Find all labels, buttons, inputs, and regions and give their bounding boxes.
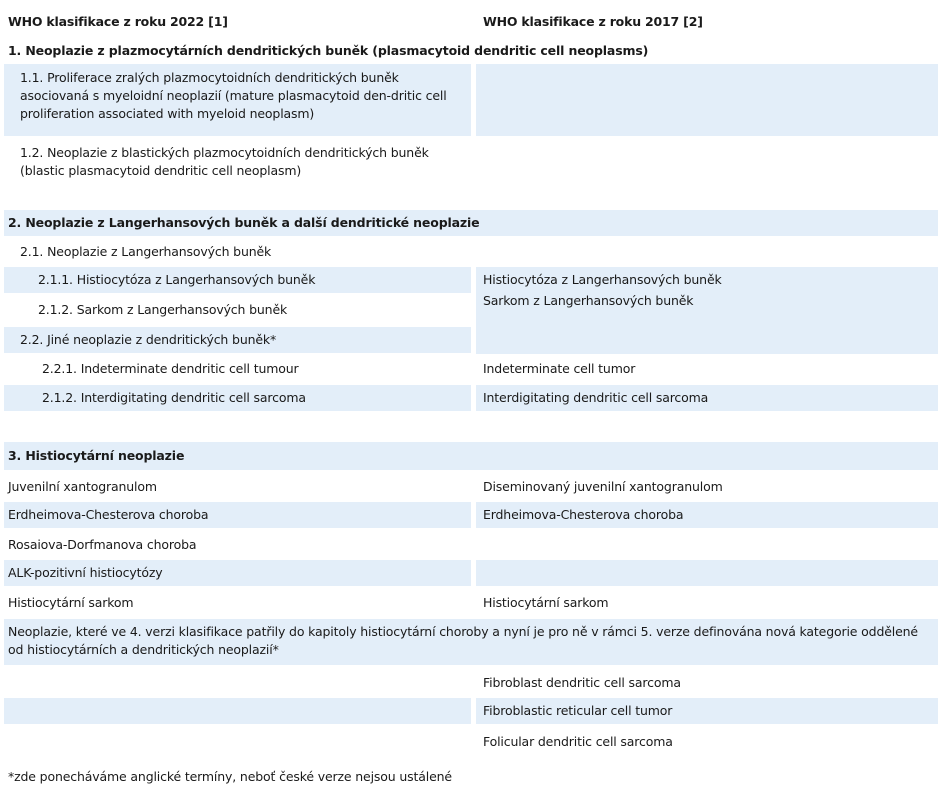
row-3-7-2017 [476, 698, 938, 724]
row-3-6-2017: Fibroblast dendritic cell sarcoma [483, 675, 681, 690]
row-3-3: Rosaiova-Dorfmanova choroba [8, 537, 197, 552]
section-2-title [4, 210, 938, 236]
row-2-2-1 [4, 357, 471, 381]
row-3-4-text: ALK-pozitivní histiocytózy [8, 565, 163, 580]
row-3-note-text: Neoplazie, které ve 4. verzi klasifikace patřily do kapitoly histiocytární choroby a nyní je pro ně v rámci 5. verze definována nová kategorie oddělené od histiocytárních a dendritických neoplazií* [8, 624, 918, 657]
row-2-2-1-2017: Indeterminate cell tumor [483, 361, 636, 376]
section-3-title [4, 442, 938, 470]
row-1-2 [4, 141, 471, 185]
row-3-7-2017-text: Fibroblastic reticular cell tumor [483, 703, 673, 718]
row-3-note [4, 619, 938, 665]
header-2022: WHO klasifikace z roku 2022 [1] [8, 14, 228, 29]
row-3-2-2017-text: Erdheimova-Chesterova choroba [483, 507, 684, 522]
row-2-2-1-text: 2.2.1. Indeterminate dendritic cell tumour [42, 361, 299, 376]
row-3-4 [4, 560, 471, 586]
row-3-5-2017: Histiocytární sarkom [483, 595, 609, 610]
row-2-1-2 [4, 297, 471, 323]
row-1-2-text: 1.2. Neoplazie z blastických plazmocytoidních dendritických buněk (blastic plasmacytoid dendritic cell neoplasm) [20, 145, 429, 178]
row-2-1-2b-text: 2.1.2. Interdigitating dendritic cell sarcoma [42, 390, 306, 405]
header-2017: WHO klasifikace z roku 2017 [2] [483, 14, 703, 29]
row-2-2-text: 2.2. Jiné neoplazie z dendritických buněk* [20, 332, 277, 347]
section-2-title-text: 2. Neoplazie z Langerhansových buněk a další dendritické neoplazie [8, 215, 480, 230]
row-3-1: Juvenilní xantogranulom [8, 479, 157, 494]
row-2-1-2b-2017-text: Interdigitating dendritic cell sarcoma [483, 390, 709, 405]
row-1-1 [4, 64, 471, 136]
row-3-2 [4, 502, 471, 528]
row-langerhans-2017 [476, 267, 938, 354]
row-2-1-1 [4, 267, 471, 293]
row-2-1: 2.1. Neoplazie z Langerhansových buněk [20, 244, 272, 259]
row-2-1-2b-2017 [476, 385, 938, 411]
row-langerhans-2017-b: Sarkom z Langerhansových buněk [483, 293, 694, 308]
row-2-1-2-text: 2.1.2. Sarkom z Langerhansových buněk [38, 302, 288, 317]
row-3-8-2017: Folicular dendritic cell sarcoma [483, 734, 673, 749]
section-1-title: 1. Neoplazie z plazmocytárních dendritických buněk (plasmacytoid dendritic cell neoplasms) [8, 43, 649, 58]
row-3-2-2017 [476, 502, 938, 528]
row-3-1-2017: Diseminovaný juvenilní xantogranulom [483, 479, 723, 494]
row-1-1-text: 1.1. Proliferace zralých plazmocytoidních dendritických buněk asociovaná s myeloidní neoplazií (mature plasmacytoid den-dritic cell proliferation associated with myeloid neoplasm) [20, 70, 447, 121]
footnote: *zde ponecháváme anglické termíny, neboť české verze nejsou ustálené [8, 769, 452, 784]
row-3-2-text: Erdheimova-Chesterova choroba [8, 507, 209, 522]
row-1-1-2017 [476, 64, 938, 136]
row-3-4-2017 [476, 560, 938, 586]
row-2-2 [4, 327, 471, 353]
row-langerhans-2017-a: Histiocytóza z Langerhansových buněk [483, 272, 722, 287]
section-3-title-text: 3. Histiocytární neoplazie [8, 448, 185, 463]
row-3-5: Histiocytární sarkom [8, 595, 134, 610]
row-2-1-2b [4, 385, 471, 411]
row-3-7 [4, 698, 471, 724]
row-2-1-1-text: 2.1.1. Histiocytóza z Langerhansových buněk [38, 272, 316, 287]
